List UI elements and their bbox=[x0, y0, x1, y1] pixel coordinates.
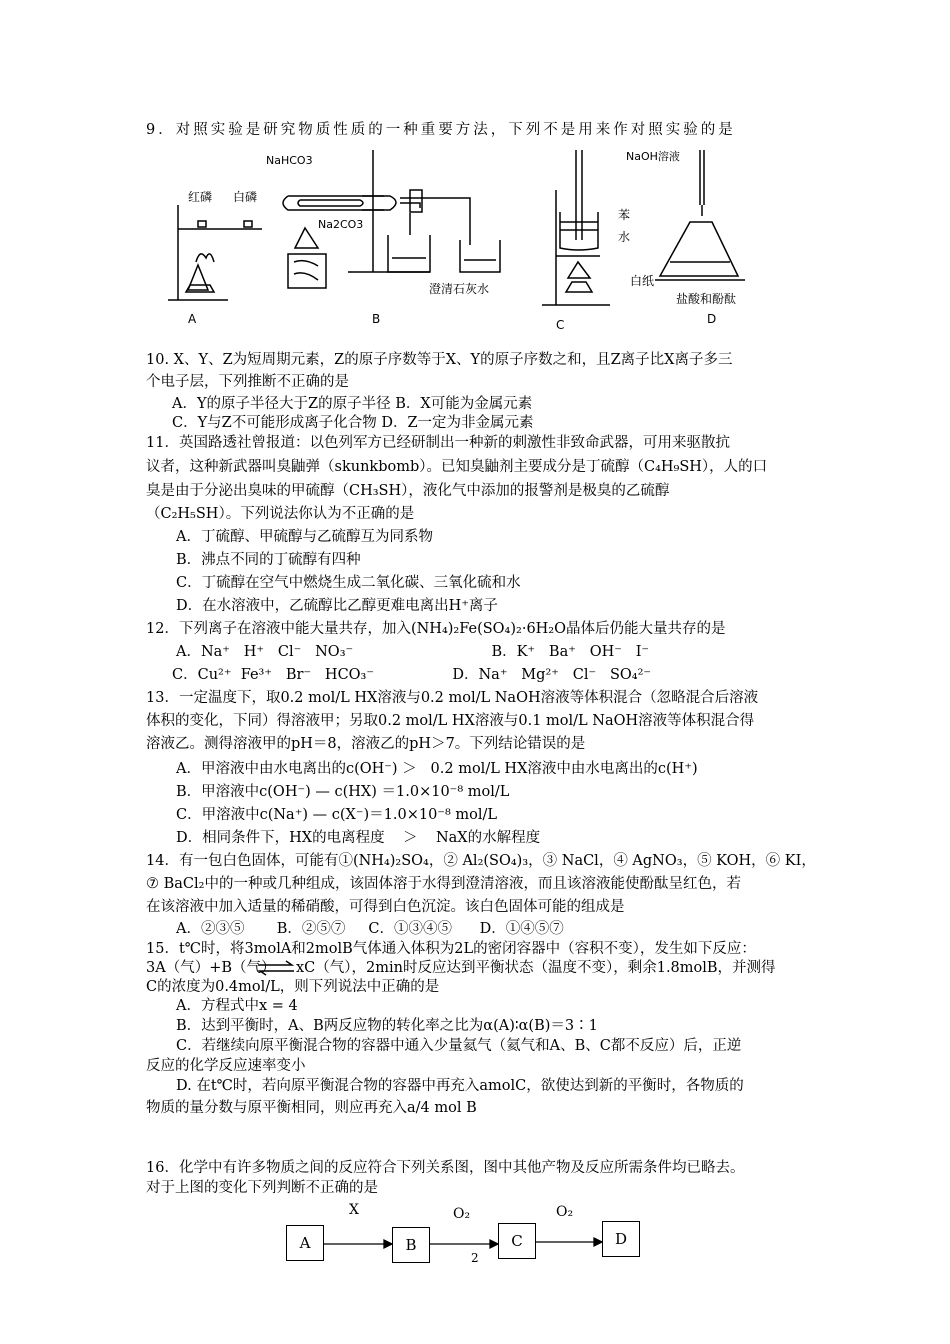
q11-line4: （C₂H₅SH）。下列说法你认为不正确的是 bbox=[146, 506, 415, 522]
q15-option-c2: 反应的化学反应速率变小 bbox=[146, 1058, 306, 1074]
q15-line1: 15．t℃时，将3molA和2molB气体通入体积为2L的密闭容器中（容积不变），发生如下反应： bbox=[146, 941, 756, 957]
q13-option-d: D．相同条件下，HX的电离程度 ＞ NaX的水解程度 bbox=[176, 830, 541, 846]
page-number: 2 bbox=[471, 1251, 479, 1265]
panel-label-d: D bbox=[707, 312, 717, 326]
q9-stem: 9．对照实验是研究物质性质的一种重要方法，下列不是用来作对照实验的是 bbox=[146, 122, 736, 138]
q14-line1: 14．有一包白色固体，可能有①(NH₄)₂SO₄，② Al₂(SO₄)₃，③ NaCl，④ AgNO₃，⑤ KOH，⑥ KI， bbox=[146, 853, 816, 869]
q11-line3: 臭是由于分泌出臭味的甲硫醇（CH₃SH），液化气中添加的报警剂是极臭的乙硫醇 bbox=[146, 483, 670, 499]
label-white-paper: 白纸 bbox=[630, 274, 655, 288]
flow-node-d: D bbox=[602, 1221, 640, 1257]
q15-line2-left: 3A（气）+B（气） bbox=[146, 960, 276, 976]
q16-line1: 16．化学中有许多物质之间的反应符合下列关系图，图中其他产物及反应所需条件均已略去。 bbox=[146, 1160, 745, 1176]
label-hcl-phenolphthalein: 盐酸和酚酞 bbox=[676, 292, 737, 306]
q14-line3: 在该溶液中加入适量的稀硝酸，可得到白色沉淀。该白色固体可能的组成是 bbox=[146, 899, 625, 915]
q12-stem: 12．下列离子在溶液中能大量共存，加入(NH₄)₂Fe(SO₄)₂·6H₂O晶体后仍能大量共存的是 bbox=[146, 621, 726, 637]
q13-line1: 13．一定温度下，取0.2 mol/L HX溶液与0.2 mol/L NaOH溶液等体积混合（忽略混合后溶液 bbox=[146, 690, 759, 706]
q16-line2: 对于上图的变化下列判断不正确的是 bbox=[146, 1180, 378, 1196]
flow-node-b: B bbox=[392, 1227, 430, 1263]
q12-options-cd: C．Cu²⁺ Fe³⁺ Br⁻ HCO₃⁻ D．Na⁺ Mg²⁺ Cl⁻ SO₄²⁻ bbox=[172, 667, 652, 683]
q10-options-cd: C．Y与Z不可能形成离子化合物 D．Z一定为非金属元素 bbox=[172, 415, 534, 431]
q13-option-a: A．甲溶液中由水电离出的c(OH⁻) ＞ 0.2 mol/L HX溶液中由水电离出的c(H⁺) bbox=[176, 761, 698, 777]
q14-line2: ⑦ BaCl₂中的一种或几种组成，该固体溶于水得到澄清溶液，而且该溶液能使酚酞呈红色，若 bbox=[146, 876, 741, 892]
label-na2co3: Na2CO3 bbox=[318, 218, 364, 231]
label-red-phosphorus: 红磷 bbox=[188, 190, 213, 204]
q14-options: A．②③⑤ B．②⑤⑦ C．①③④⑤ D．①④⑤⑦ bbox=[176, 921, 564, 937]
label-nahco3: NaHCO3 bbox=[266, 154, 313, 167]
label-white-phosphorus: 白磷 bbox=[233, 190, 258, 204]
label-limewater: 澄清石灰水 bbox=[429, 282, 490, 296]
q11-line2: 议者，这种新武器叫臭鼬弹（skunkbomb）。已知臭鼬剂主要成分是丁硫醇（C₄H₉SH），人的口 bbox=[146, 459, 768, 475]
flow-node-a: A bbox=[286, 1225, 324, 1261]
q11-line1: 11．英国路透社曾报道：以色列军方已经研制出一种新的刺激性非致命武器，可用来驱散抗 bbox=[146, 435, 730, 451]
q15-option-d1: D. 在t℃时，若向原平衡混合物的容器中再充入amolC，欲使达到新的平衡时，各物质的 bbox=[176, 1078, 744, 1094]
label-water: 水 bbox=[618, 230, 631, 244]
q13-option-c: C．甲溶液中c(Na⁺) — c(X⁻)＝1.0×10⁻⁸ mol/L bbox=[176, 807, 498, 823]
q15-option-c1: C．若继续向原平衡混合物的容器中通入少量氦气（氦气和A、B、C都不反应）后，正逆 bbox=[176, 1038, 742, 1054]
flow-node-c: C bbox=[498, 1223, 536, 1259]
q10-stem-line2: 个电子层，下列推断不正确的是 bbox=[146, 374, 349, 390]
q13-option-b: B．甲溶液中c(OH⁻) — c(HX) ＝1.0×10⁻⁸ mol/L bbox=[176, 784, 510, 800]
q15-option-d2: 物质的量分数与原平衡相同，则应再充入a/4 mol B bbox=[146, 1100, 477, 1116]
q11-option-b: B．沸点不同的丁硫醇有四种 bbox=[176, 552, 361, 568]
label-benzene: 苯 bbox=[618, 208, 631, 222]
q15-option-a: A．方程式中x = 4 bbox=[176, 998, 298, 1014]
q13-line3: 溶液乙。测得溶液甲的pH＝8，溶液乙的pH＞7。下列结论错误的是 bbox=[146, 736, 586, 752]
q11-option-a: A．丁硫醇、甲硫醇与乙硫醇互为同系物 bbox=[176, 529, 433, 545]
q11-option-c: C．丁硫醇在空气中燃烧生成二氧化碳、三氧化硫和水 bbox=[176, 575, 521, 591]
flow-reagent-x: X bbox=[349, 1202, 359, 1218]
q11-option-d: D．在水溶液中，乙硫醇比乙醇更难电离出H⁺离子 bbox=[176, 598, 498, 614]
label-naoh-solution: NaOH溶液 bbox=[626, 150, 680, 163]
panel-label-b: B bbox=[372, 312, 381, 326]
equilibrium-arrow-icon bbox=[256, 960, 296, 976]
panel-label-c: C bbox=[556, 318, 565, 332]
q13-line2: 体积的变化，下同）得溶液甲；另取0.2 mol/L HX溶液与0.1 mol/L NaOH溶液等体积混合得 bbox=[146, 713, 755, 729]
q10-options-ab: A．Y的原子半径大于Z的原子半径 B．X可能为金属元素 bbox=[172, 396, 533, 412]
q12-options-ab: A．Na⁺ H⁺ Cl⁻ NO₃⁻ B．K⁺ Ba⁺ OH⁻ I⁻ bbox=[176, 644, 650, 660]
q15-line2-right: xC（气），2min时反应达到平衡状态（温度不变），剩余1.8molB，并测得 bbox=[296, 960, 776, 976]
flow-reagent-o2-second: O₂ bbox=[556, 1204, 574, 1220]
q15-line3: C的浓度为0.4mol/L，则下列说法中正确的是 bbox=[146, 979, 440, 995]
flow-reagent-o2-first: O₂ bbox=[453, 1206, 471, 1222]
q15-option-b: B．达到平衡时，A、B两反应物的转化率之比为α(A)∶α(B)＝3∶1 bbox=[176, 1018, 598, 1034]
panel-label-a: A bbox=[188, 312, 197, 326]
q10-stem-line1: 10. X、Y、Z为短周期元素，Z的原子序数等于X、Y的原子序数之和，且Z离子比X离子多三 bbox=[146, 352, 733, 368]
